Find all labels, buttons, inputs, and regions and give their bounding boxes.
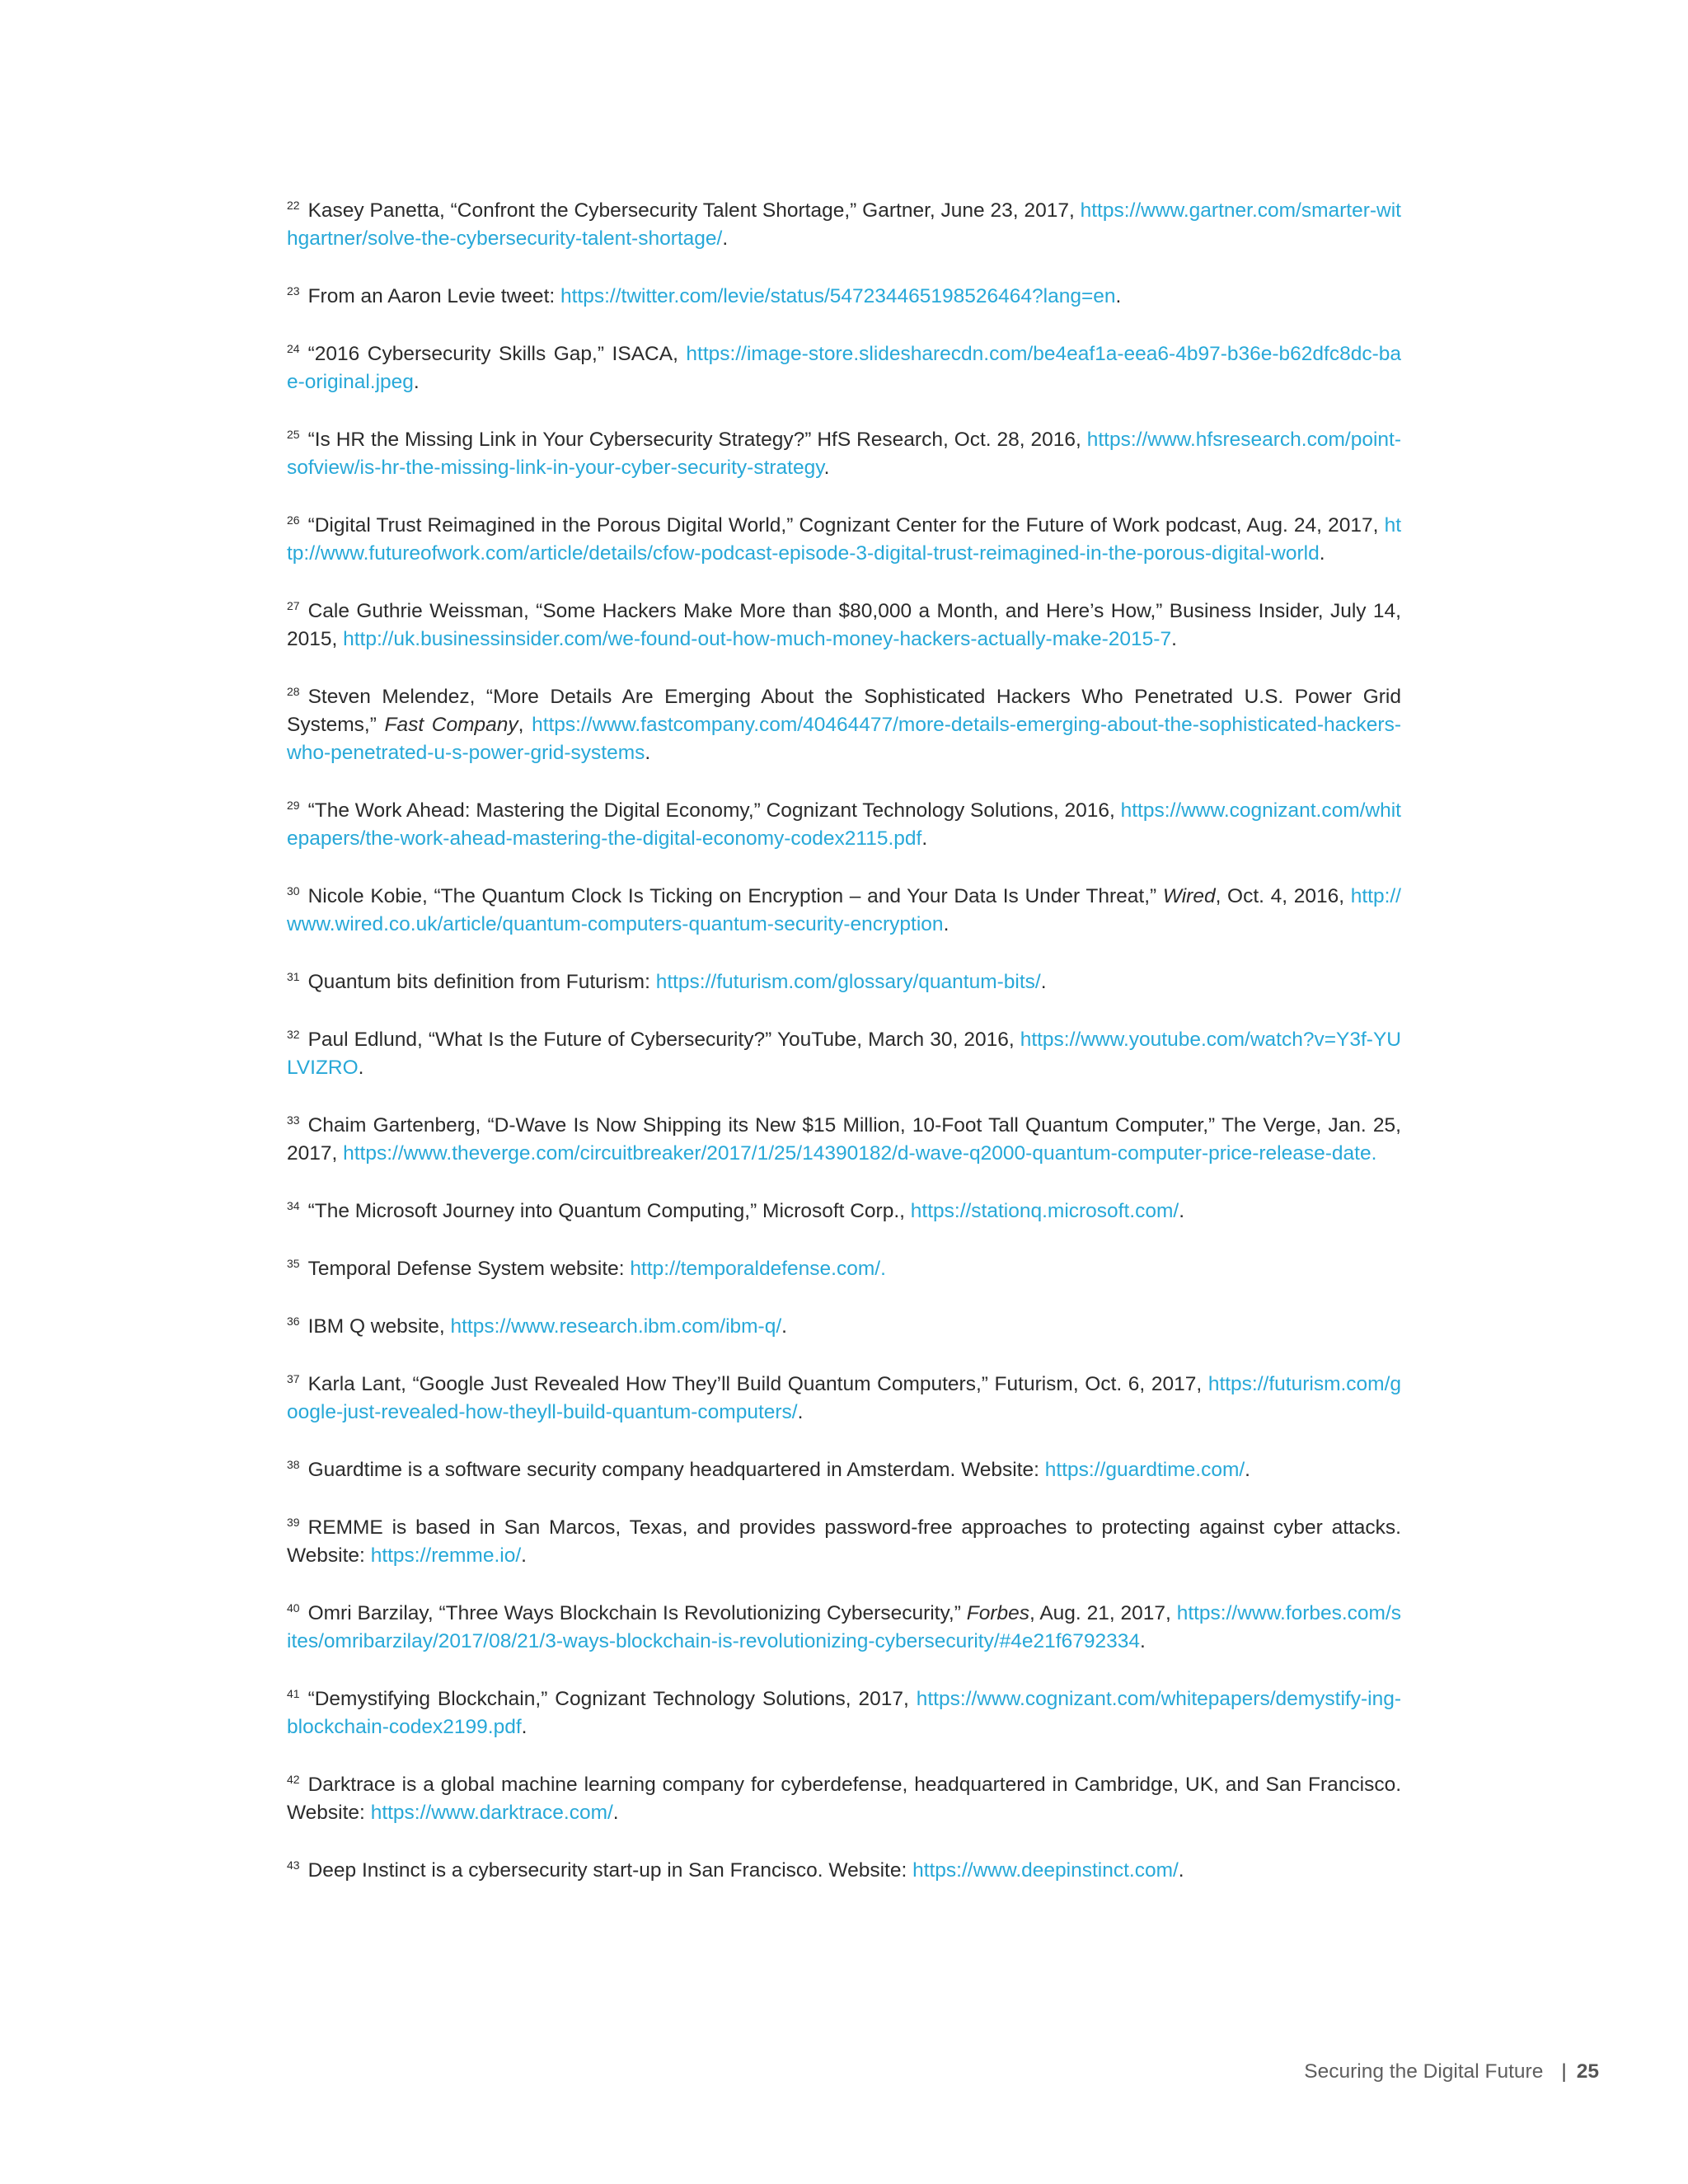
endnote-link[interactable]: https://image-store.slidesharecdn.com/be4eaf1a-eea6-4b97-b36e-b62dfc8dc-bae-original.jpeg (287, 343, 1401, 393)
endnote-number: 43 (287, 1858, 300, 1872)
endnote-link[interactable]: https://www.darktrace.com/ (370, 1802, 613, 1824)
endnote-number: 34 (287, 1199, 300, 1212)
endnote-number: 30 (287, 884, 300, 898)
endnote-link[interactable]: https://www.cognizant.com/whitepapers/the-work-ahead-mastering-the-digital-economy-codex2115.pdf (287, 799, 1401, 850)
endnote (287, 1106, 1401, 1168)
endnote-text: Paul Edlund, “What Is the Future of Cybersecurity?” YouTube, March 30, 2016, (307, 1029, 1020, 1051)
endnote: $^{41}$ “Demystifying Blockchain,” Cognizant Technology Solutions, 2017, https://www.cognizant.com/whitepapers/demystify-ing-blockchain-codex2199.pdf. (287, 1687, 1401, 1738)
endnote: $^{39}$ REMME is based in San Marcos, Texas, and provides password-free approaches to protecting against cyber attacks. Website: https://remme.io/. (287, 1516, 1401, 1567)
endnote-text: From an Aaron Levie tweet: (307, 285, 560, 307)
endnote-number: 40 (287, 1601, 300, 1615)
endnote-text: REMME is based in San Marcos, Texas, and provides password-free approaches to protecting against cyber attacks. Website: (287, 1516, 1401, 1567)
endnote: $^{29}$ “The Work Ahead: Mastering the Digital Economy,” Cognizant Technology Solutions, 2016, https://www.cognizant.com/whitepapers/the-work-ahead-mastering-the-digital-economy-codex2115.pdf. (287, 799, 1401, 850)
endnote-link[interactable]: https://www.research.ibm.com/ibm-q/ (450, 1315, 782, 1338)
endnote: $^{24}$ “2016 Cybersecurity Skills Gap,” ISACA, https://image-store.slidesharecdn.com/be4eaf1a-eea6-4b97-b36e-b62dfc8dc-bae-original.jpeg. (287, 342, 1401, 393)
endnote-text: Quantum bits definition from Futurism: (307, 971, 656, 993)
footer-separator: | (1561, 2060, 1567, 2083)
endnote-number: 31 (287, 970, 300, 983)
publication-name: Fast Company (384, 714, 518, 736)
endnote-number: 35 (287, 1257, 300, 1270)
endnote-text: Deep Instinct is a cybersecurity start-up in San Francisco. Website: (307, 1859, 913, 1882)
endnote-link[interactable]: http://uk.businessinsider.com/we-found-out-how-much-money-hackers-actually-make-2015-7 (343, 628, 1172, 650)
endnote-link[interactable]: https://www.deepinstinct.com/ (912, 1859, 1179, 1882)
endnote-link[interactable]: https://twitter.com/levie/status/547234465198526464?lang=en (560, 285, 1116, 307)
endnote-link[interactable]: https://stationq.microsoft.com/ (910, 1200, 1179, 1222)
endnote: $^{32}$ Paul Edlund, “What Is the Future of Cybersecurity?” YouTube, March 30, 2016, https://www.youtube.com/watch?v=Y3f-YULVIZRO. (287, 1028, 1401, 1079)
endnote-text: “Demystifying Blockchain,” Cognizant Technology Solutions, 2017, (307, 1688, 917, 1710)
endnote-text: “The Microsoft Journey into Quantum Computing,” Microsoft Corp., (307, 1200, 911, 1222)
endnote-link[interactable]: https://futurism.com/glossary/quantum-bits/ (655, 971, 1041, 993)
page-footer (1170, 2060, 1599, 2083)
endnote-link[interactable]: http://www.wired.co.uk/article/quantum-computers-quantum-security-encryption (287, 885, 1401, 935)
endnote: $^{43}$ Deep Instinct is a cybersecurity start-up in San Francisco. Website: https://www.deepinstinct.com/. (287, 1858, 1184, 1882)
endnote-number: 29 (287, 799, 300, 812)
endnote-number: 41 (287, 1687, 300, 1700)
endnote: $^{42}$ Darktrace is a global machine learning company for cyberdefense, headquartered in Cambridge, UK, and San Francisco. Website: https://www.darktrace.com/. (287, 1773, 1401, 1824)
endnote-link[interactable]: https://www.gartner.com/smarter-withgartner/solve-the-cybersecurity-talent-shortage/ (287, 199, 1401, 250)
endnote: $^{36}$ IBM Q website, https://www.research.ibm.com/ibm-q/. (287, 1315, 787, 1338)
endnote: $^{23}$ From an Aaron Levie tweet: https://twitter.com/levie/status/547234465198526464?lang=en. (287, 284, 1122, 307)
endnote: $^{28}$ Steven Melendez, “More Details Are Emerging About the Sophisticated Hackers Who Penetrated U.S. Power Grid Systems,” Fast Company, https://www.fastcompany.com/40464477/more-details-emerging-about-the-sophisticated-hackers-who-penetrated-u-s-power-grid-systems. (287, 685, 1401, 764)
endnote-number: 33 (287, 1113, 300, 1127)
endnote-text: Steven Melendez, “More Details Are Emerging About the Sophisticated Hackers Who Penetrated U.S. Power Grid Systems,” (287, 686, 1401, 736)
publication-name: Forbes (966, 1602, 1030, 1624)
endnote-number: 32 (287, 1028, 300, 1041)
endnote: $^{31}$ Quantum bits definition from Futurism: https://futurism.com/glossary/quantum-bits/. (287, 970, 1047, 993)
page-number: 25 (1576, 2060, 1599, 2083)
endnote-number: 26 (287, 513, 300, 527)
endnote-link[interactable]: https://remme.io/ (370, 1544, 522, 1567)
endnote-link[interactable]: https://guardtime.com/ (1044, 1459, 1245, 1481)
endnote-link[interactable]: https://www.fastcompany.com/40464477/more-details-emerging-about-the-sophisticated-hackers-who-penetrated-u-s-power-grid-systems (287, 714, 1401, 764)
endnote: $^{40}$ Omri Barzilay, “Three Ways Blockchain Is Revolutionizing Cybersecurity,” Forbes, Aug. 21, 2017, https://www.forbes.com/sites/omribarzilay/2017/08/21/3-ways-blockchain-is-revolutionizing-cybersecurity/#4e21f6792334. (287, 1601, 1401, 1652)
endnote: $^{37}$ Karla Lant, “Google Just Revealed How They’ll Build Quantum Computers,” Futurism, Oct. 6, 2017, https://futurism.com/google-just-revealed-how-theyll-build-quantum-computers/. (287, 1372, 1401, 1423)
endnote: $^{38}$ Guardtime is a software security company headquartered in Amsterdam. Website: https://guardtime.com/. (287, 1458, 1250, 1481)
endnote-link[interactable]: http://temporaldefense.com/. (630, 1258, 886, 1280)
endnote: $^{34}$ “The Microsoft Journey into Quantum Computing,” Microsoft Corp., https://stationq.microsoft.com/. (287, 1199, 1185, 1222)
endnote: $^{22}$ Kasey Panetta, “Confront the Cybersecurity Talent Shortage,” Gartner, June 23, 2017, https://www.gartner.com/smarter-withgartner/solve-the-cybersecurity-talent-shortage/. (287, 199, 1401, 250)
endnote-text: Chaim Gartenberg, “D-Wave Is Now Shipping its New $15 Million, 10-Foot Tall Quantum Computer,” The Verge, Jan. 25, 2017, (287, 1114, 1401, 1165)
endnote-link[interactable]: https://www.cognizant.com/whitepapers/demystify-ing-blockchain-codex2199.pdf (287, 1688, 1401, 1738)
endnote-text: Cale Guthrie Weissman, “Some Hackers Make More than $80,000 a Month, and Here’s How,” Business Insider, July 14, 2015, (287, 600, 1401, 650)
endnote-text: IBM Q website, (307, 1315, 451, 1338)
endnote-link[interactable]: https://www.youtube.com/watch?v=Y3f-YULVIZRO (287, 1029, 1401, 1079)
endnote-text: Karla Lant, “Google Just Revealed How They’ll Build Quantum Computers,” Futurism, Oct. 6, 2017, (307, 1373, 1208, 1395)
endnote-number: 37 (287, 1372, 300, 1385)
publication-name: Wired (1162, 885, 1216, 907)
endnote: $^{25}$ “Is HR the Missing Link in Your Cybersecurity Strategy?” HfS Research, Oct. 28, 2016, https://www.hfsresearch.com/point-sofview/is-hr-the-missing-link-in-your-cyber-security-strategy. (287, 428, 1401, 479)
endnote-text: “2016 Cybersecurity Skills Gap,” ISACA, (307, 343, 687, 365)
endnote-link[interactable]: https://www.hfsresearch.com/point-sofview/is-hr-the-missing-link-in-your-cyber-security-strategy (287, 429, 1401, 479)
endnote-text: Kasey Panetta, “Confront the Cybersecurity Talent Shortage,” Gartner, June 23, 2017, (307, 199, 1081, 222)
endnote-number: 23 (287, 284, 300, 298)
endnote-text: Darktrace is a global machine learning company for cyberdefense, headquartered in Cambridge, UK, and San Francisco. Website: (287, 1774, 1401, 1824)
endnote-link[interactable]: http://www.futureofwork.com/article/details/cfow-podcast-episode-3-digital-trust-reimagined-in-the-porous-digital-world (287, 514, 1401, 565)
endnote (287, 1249, 1401, 1283)
endnote: $^{27}$ Cale Guthrie Weissman, “Some Hackers Make More than $80,000 a Month, and Here’s How,” Business Insider, July 14, 2015, http://uk.businessinsider.com/we-found-out-how-much-money-hackers-actually-make-2015-7. (287, 599, 1401, 650)
endnote-number: 42 (287, 1773, 300, 1786)
endnote: $^{26}$ “Digital Trust Reimagined in the Porous Digital World,” Cognizant Center for the Future of Work podcast, Aug. 24, 2017, http://www.futureofwork.com/article/details/cfow-podcast-episode-3-digital-trust-reimagined-in-the-porous-digital-world. (287, 513, 1401, 565)
endnote-text: Nicole Kobie, “The Quantum Clock Is Ticking on Encryption – and Your Data Is Under Threat,” (307, 885, 1163, 907)
endnote-number: 27 (287, 599, 300, 612)
endnote-number: 38 (287, 1458, 300, 1471)
endnote-number: 36 (287, 1315, 300, 1328)
document-title: Securing the Digital Future (1304, 2060, 1544, 2083)
endnote-number: 39 (287, 1516, 300, 1529)
endnote-number: 22 (287, 199, 300, 212)
endnote-number: 28 (287, 685, 300, 698)
endnote-number: 24 (287, 342, 300, 355)
endnote-text: Omri Barzilay, “Three Ways Blockchain Is Revolutionizing Cybersecurity,” (307, 1602, 967, 1624)
endnote-text: “Is HR the Missing Link in Your Cybersecurity Strategy?” HfS Research, Oct. 28, 2016, (307, 429, 1087, 451)
endnote-text: “The Work Ahead: Mastering the Digital Economy,” Cognizant Technology Solutions, 2016, (307, 799, 1121, 822)
endnote-link[interactable]: https://futurism.com/google-just-revealed-how-theyll-build-quantum-computers/ (287, 1373, 1401, 1423)
endnote-text: “Digital Trust Reimagined in the Porous Digital World,” Cognizant Center for the Future of Work podcast, Aug. 24, 2017, (307, 514, 1385, 537)
endnote-number: 25 (287, 428, 300, 441)
endnotes-list (287, 191, 1401, 1909)
endnote-link[interactable]: https://www.forbes.com/sites/omribarzilay/2017/08/21/3-ways-blockchain-is-revolutionizing-cybersecurity/#4e21f6792334 (287, 1602, 1401, 1652)
endnote-text: Guardtime is a software security company headquartered in Amsterdam. Website: (307, 1459, 1045, 1481)
endnote-link[interactable]: https://www.theverge.com/circuitbreaker/2017/1/25/14390182/d-wave-q2000-quantum-computer-price-release-date. (343, 1142, 1377, 1165)
endnote: $^{30}$ Nicole Kobie, “The Quantum Clock Is Ticking on Encryption – and Your Data Is Under Threat,” Wired, Oct. 4, 2016, http://www.wired.co.uk/article/quantum-computers-quantum-security-encryption. (287, 884, 1401, 935)
endnote-text: Temporal Defense System website: (307, 1258, 631, 1280)
